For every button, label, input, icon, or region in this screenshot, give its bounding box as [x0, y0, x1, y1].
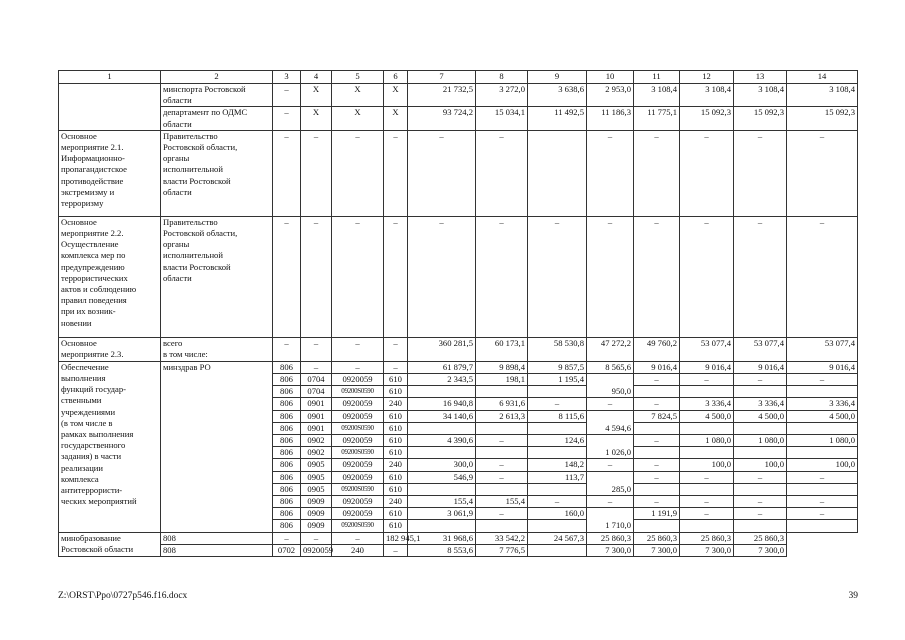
table-cell: 0920059 [332, 398, 384, 410]
table-cell: 808 [161, 532, 273, 544]
table-cell: 2 343,5 [408, 374, 476, 386]
table-cell: 0704 [301, 386, 332, 398]
table-cell: 610 [384, 422, 408, 434]
table-cell: 3 108,4 [680, 84, 734, 107]
table-cell: 8 553,6 [408, 544, 476, 556]
table-cell: X [384, 107, 408, 130]
table-cell [528, 520, 587, 532]
table-cell: 0909 [301, 508, 332, 520]
table-cell: 806 [273, 447, 301, 459]
table-cell [634, 520, 680, 532]
table-cell: 16 940,8 [408, 398, 476, 410]
table-cell: 8 565,6 [587, 361, 634, 373]
table-cell: – [734, 496, 787, 508]
table-cell: 950,0 [587, 374, 634, 398]
table-cell [787, 520, 858, 532]
header-cell: 1 [59, 71, 161, 84]
table-cell: 1 191,9 [634, 508, 680, 520]
table-cell: – [476, 130, 528, 216]
table-cell: 806 [273, 422, 301, 434]
table-cell: – [273, 130, 301, 216]
table-cell [476, 422, 528, 434]
table-cell: 60 173,1 [476, 337, 528, 361]
table-cell: – [476, 471, 528, 483]
footer-file-path: Z:\ORST\Ppo\0727p546.f16.docx [58, 591, 188, 601]
table-cell: 7 824,5 [634, 410, 680, 422]
table-cell: 11 186,3 [587, 107, 634, 130]
table-cell: – [332, 361, 384, 373]
table-cell: департамент по ОДМС области [161, 107, 273, 130]
table-cell: 11 775,1 [634, 107, 680, 130]
table-cell: – [680, 374, 734, 386]
table-cell: 15 092,3 [734, 107, 787, 130]
table-header-row [59, 71, 858, 84]
table-cell: 160,0 [528, 508, 587, 520]
table-cell: 806 [273, 435, 301, 447]
table-cell: Обеспечение выполнения функций государ- ственными учреждениями (в том числе в рамках выполнения государственного задания) в части реализации комплекса антитеррористи- ческих мероприятий [59, 361, 161, 532]
table-cell: 0905 [301, 483, 332, 495]
table-cell: 8 115,6 [528, 410, 587, 422]
table-cell [680, 422, 734, 434]
table-cell: 300,0 [408, 459, 476, 471]
table-cell: 53 077,4 [787, 337, 858, 361]
table-cell: 09200S0590 [332, 483, 384, 495]
table-cell: 806 [273, 459, 301, 471]
header-cell: 13 [734, 71, 787, 84]
table-cell: – [634, 374, 680, 386]
table-cell [59, 84, 161, 131]
table-cell [734, 386, 787, 398]
table-cell: 58 530,8 [528, 337, 587, 361]
table-cell: 806 [273, 471, 301, 483]
table-cell: 31 968,6 [408, 532, 476, 544]
table-cell: – [301, 337, 332, 361]
table-cell [528, 483, 587, 495]
table-cell: 0920059 [332, 496, 384, 508]
table-cell: 546,9 [408, 471, 476, 483]
table-cell: 47 272,2 [587, 337, 634, 361]
table-cell: 4 594,6 [587, 410, 634, 434]
table-cell: – [680, 471, 734, 483]
header-cell: 5 [332, 71, 384, 84]
table-cell: 0902 [301, 447, 332, 459]
table-cell: 100,0 [680, 459, 734, 471]
table-cell: минобразование Ростовской области [59, 532, 161, 556]
table-cell: 6 931,6 [476, 398, 528, 410]
table-cell: 148,2 [528, 459, 587, 471]
table-cell: – [680, 130, 734, 216]
table-cell: 806 [273, 410, 301, 422]
table-cell: 610 [384, 508, 408, 520]
table-cell: – [273, 84, 301, 107]
table-cell [408, 386, 476, 398]
table-cell: 0909 [301, 496, 332, 508]
table-cell: 4 390,6 [408, 435, 476, 447]
header-cell: 7 [408, 71, 476, 84]
table-cell: – [384, 216, 408, 337]
table-cell: 0702 [273, 544, 301, 556]
table-cell: – [734, 216, 787, 337]
table-cell: Правительство Ростовской области, органы исполнительной власти Ростовской области [161, 216, 273, 337]
table-cell: 3 638,6 [528, 84, 587, 107]
header-cell: 8 [476, 71, 528, 84]
table-cell: – [587, 216, 634, 337]
table-cell [408, 520, 476, 532]
table-cell: 33 542,2 [476, 532, 528, 544]
table-cell: X [301, 84, 332, 107]
table-cell: 0920059 [332, 374, 384, 386]
table-cell: – [680, 508, 734, 520]
table-cell: – [332, 337, 384, 361]
table-cell: – [634, 435, 680, 447]
table-cell: 0920059 [301, 544, 332, 556]
table-cell: 7 300,0 [734, 544, 787, 556]
table-cell: – [384, 337, 408, 361]
table-cell [408, 447, 476, 459]
table-cell: – [680, 496, 734, 508]
table-cell: 7 300,0 [680, 544, 734, 556]
table-cell [680, 386, 734, 398]
table-cell [734, 447, 787, 459]
table-cell: 0704 [301, 374, 332, 386]
table-cell: 1 080,0 [680, 435, 734, 447]
table-cell: – [408, 216, 476, 337]
table-cell: 4 500,0 [734, 410, 787, 422]
table-cell [634, 422, 680, 434]
table-cell [476, 483, 528, 495]
table-cell: – [476, 435, 528, 447]
table-cell: 15 092,3 [787, 107, 858, 130]
header-cell: 6 [384, 71, 408, 84]
table-row [59, 532, 858, 544]
table-row [59, 544, 858, 556]
table-cell: – [476, 216, 528, 337]
table-cell [634, 483, 680, 495]
table-cell: – [587, 459, 634, 471]
table-cell [787, 483, 858, 495]
table-cell: 9 016,4 [787, 361, 858, 373]
table-cell: 610 [384, 520, 408, 532]
table-cell: 198,1 [476, 374, 528, 386]
table-cell: 240 [332, 544, 384, 556]
table-cell: X [301, 107, 332, 130]
table-cell: 09200S0590 [332, 520, 384, 532]
table-cell: 155,4 [408, 496, 476, 508]
table-cell: 806 [273, 386, 301, 398]
table-cell: – [734, 471, 787, 483]
table-row [59, 130, 858, 216]
table-cell: 0909 [301, 520, 332, 532]
table-cell: 61 879,7 [408, 361, 476, 373]
table-cell: 806 [273, 508, 301, 520]
table-cell: 3 272,0 [476, 84, 528, 107]
table-cell: 09200S0590 [332, 447, 384, 459]
table-cell: 113,7 [528, 471, 587, 483]
table-cell: 182 945,1 [384, 532, 408, 544]
footer-page-number: 39 [848, 591, 858, 601]
table-cell: – [273, 107, 301, 130]
table-cell [528, 544, 587, 556]
table-cell: – [301, 361, 332, 373]
table-cell: 53 077,4 [734, 337, 787, 361]
table-cell: – [384, 544, 408, 556]
table-cell: 2 953,0 [587, 84, 634, 107]
table-cell: – [528, 216, 587, 337]
table-cell: 3 108,4 [787, 84, 858, 107]
table-cell: – [634, 471, 680, 483]
table-cell: 806 [273, 361, 301, 373]
table-cell: 7 300,0 [634, 544, 680, 556]
table-cell: 21 732,5 [408, 84, 476, 107]
table-cell: 806 [273, 374, 301, 386]
table-cell: 0920059 [332, 459, 384, 471]
table-cell: – [528, 398, 587, 410]
table-cell: 25 860,3 [587, 532, 634, 544]
table-cell: – [528, 496, 587, 508]
table-cell: – [787, 130, 858, 216]
header-cell: 2 [161, 71, 273, 84]
table-cell: 100,0 [787, 459, 858, 471]
table-cell: минспорта Ростовской области [161, 84, 273, 107]
table-cell: – [301, 532, 332, 544]
table-cell: – [787, 374, 858, 386]
table-cell: – [332, 216, 384, 337]
table-cell: 34 140,6 [408, 410, 476, 422]
header-cell: 4 [301, 71, 332, 84]
table-cell: 3 061,9 [408, 508, 476, 520]
table-cell: – [273, 532, 301, 544]
table-cell: 0920059 [332, 508, 384, 520]
table-cell [408, 422, 476, 434]
table-cell: Основное мероприятие 2.2. Осуществление комплекса мер по предупреждению террористических актов и соблюдению правил поведения при их возник- новении [59, 216, 161, 337]
table-cell: – [332, 130, 384, 216]
table-cell: Основное мероприятие 2.1. Информационно- пропагандистское противодействие экстремизму и терроризму [59, 130, 161, 216]
table-cell: – [787, 496, 858, 508]
table-cell: 3 336,4 [734, 398, 787, 410]
table-cell: 93 724,2 [408, 107, 476, 130]
table-cell [734, 483, 787, 495]
table-cell: 808 [161, 544, 273, 556]
table-row [59, 107, 858, 130]
table-cell: 9 016,4 [680, 361, 734, 373]
table-cell: 09200S0590 [332, 386, 384, 398]
table-cell: – [734, 508, 787, 520]
table-cell: 15 034,1 [476, 107, 528, 130]
table-cell: 3 336,4 [680, 398, 734, 410]
table-cell: 610 [384, 471, 408, 483]
table-cell: 3 108,4 [734, 84, 787, 107]
table-cell: 9 016,4 [734, 361, 787, 373]
table-cell: 25 860,3 [634, 532, 680, 544]
table-cell: 15 092,3 [680, 107, 734, 130]
table-cell [734, 520, 787, 532]
table-cell: 0905 [301, 459, 332, 471]
table-cell: 1 080,0 [787, 435, 858, 447]
table-cell: 0901 [301, 410, 332, 422]
table-cell [476, 520, 528, 532]
table-cell [680, 447, 734, 459]
table-cell: 0920059 [332, 410, 384, 422]
table-cell [408, 483, 476, 495]
table-cell: – [301, 130, 332, 216]
table-cell: – [787, 216, 858, 337]
table-cell: 3 336,4 [787, 398, 858, 410]
table-cell: X [384, 84, 408, 107]
table-cell: 24 567,3 [528, 532, 587, 544]
table-cell: X [332, 107, 384, 130]
table-cell: 1 195,4 [528, 374, 587, 386]
table-cell: – [634, 216, 680, 337]
table-cell: – [301, 216, 332, 337]
table-cell: – [587, 130, 634, 216]
table-cell [787, 422, 858, 434]
table-cell: 806 [273, 496, 301, 508]
table-cell: – [587, 398, 634, 410]
table-cell: – [273, 216, 301, 337]
table-cell [787, 447, 858, 459]
table-cell: 09200S0590 [332, 422, 384, 434]
table-cell: 100,0 [734, 459, 787, 471]
table-cell: минздрав РО [161, 361, 273, 532]
table-cell: 285,0 [587, 471, 634, 495]
table-cell [528, 422, 587, 434]
header-cell: 10 [587, 71, 634, 84]
table-cell [634, 447, 680, 459]
table-cell [528, 447, 587, 459]
table-cell: Правительство Ростовской области, органы исполнительной власти Ростовской области [161, 130, 273, 216]
table-cell: – [476, 508, 528, 520]
table-cell: – [634, 130, 680, 216]
table-cell: 806 [273, 483, 301, 495]
table-cell: – [634, 459, 680, 471]
table-cell: – [384, 361, 408, 373]
table-cell [680, 483, 734, 495]
table-cell [528, 386, 587, 398]
table-cell: 0920059 [332, 471, 384, 483]
table-cell: 1 026,0 [587, 435, 634, 459]
table-cell: 610 [384, 483, 408, 495]
table-cell [476, 386, 528, 398]
table-cell: 240 [384, 459, 408, 471]
table-row [59, 361, 858, 373]
table-cell: 0902 [301, 435, 332, 447]
header-cell: 14 [787, 71, 858, 84]
table-cell [680, 520, 734, 532]
table-cell: 2 613,3 [476, 410, 528, 422]
table-cell: – [787, 508, 858, 520]
table-cell [634, 386, 680, 398]
table-cell: 25 860,3 [734, 532, 787, 544]
table-cell: 11 492,5 [528, 107, 587, 130]
table-cell: 1 710,0 [587, 508, 634, 532]
table-cell: 7 300,0 [587, 544, 634, 556]
table-cell: 0901 [301, 398, 332, 410]
table-cell: 806 [273, 398, 301, 410]
table-cell: – [634, 398, 680, 410]
table-cell: 240 [384, 496, 408, 508]
table-cell: 25 860,3 [680, 532, 734, 544]
header-cell: 9 [528, 71, 587, 84]
table-cell: 360 281,5 [408, 337, 476, 361]
table-cell: 610 [384, 447, 408, 459]
header-cell: 3 [273, 71, 301, 84]
table-cell [734, 422, 787, 434]
table-cell: X [332, 84, 384, 107]
table-cell: – [273, 337, 301, 361]
table-cell: 7 776,5 [476, 544, 528, 556]
table-cell: 0901 [301, 422, 332, 434]
table-cell: 806 [273, 520, 301, 532]
table-cell: 4 500,0 [680, 410, 734, 422]
table-cell: – [587, 496, 634, 508]
table-cell: – [734, 130, 787, 216]
header-cell: 12 [680, 71, 734, 84]
table-cell: – [476, 459, 528, 471]
table-cell: 4 500,0 [787, 410, 858, 422]
table-cell: 610 [384, 410, 408, 422]
table-cell: – [787, 471, 858, 483]
table-cell: Основное мероприятие 2.3. [59, 337, 161, 361]
table-cell: – [634, 496, 680, 508]
table-row [59, 84, 858, 107]
table-cell [787, 386, 858, 398]
table-cell: 0920059 [332, 435, 384, 447]
table-cell: 610 [384, 374, 408, 386]
table-cell: – [408, 130, 476, 216]
table-cell: 49 760,2 [634, 337, 680, 361]
table-cell: 1 080,0 [734, 435, 787, 447]
table-cell: – [734, 374, 787, 386]
table-cell: 3 108,4 [634, 84, 680, 107]
table-cell: – [332, 532, 384, 544]
table-cell: 124,6 [528, 435, 587, 447]
table-row [59, 337, 858, 361]
table-cell: 53 077,4 [680, 337, 734, 361]
table-cell: всего в том числе: [161, 337, 273, 361]
table-cell: 9 016,4 [634, 361, 680, 373]
table-cell: – [680, 216, 734, 337]
table-cell: – [384, 130, 408, 216]
table-cell: 0905 [301, 471, 332, 483]
table-cell: 9 857,5 [528, 361, 587, 373]
header-cell: 11 [634, 71, 680, 84]
table-cell: 610 [384, 435, 408, 447]
table-cell [476, 447, 528, 459]
table-cell [528, 130, 587, 216]
table-row [59, 216, 858, 337]
table-cell: 610 [384, 386, 408, 398]
table-cell: 240 [384, 398, 408, 410]
table-cell: 9 898,4 [476, 361, 528, 373]
budget-table [58, 70, 858, 557]
table-cell: 155,4 [476, 496, 528, 508]
